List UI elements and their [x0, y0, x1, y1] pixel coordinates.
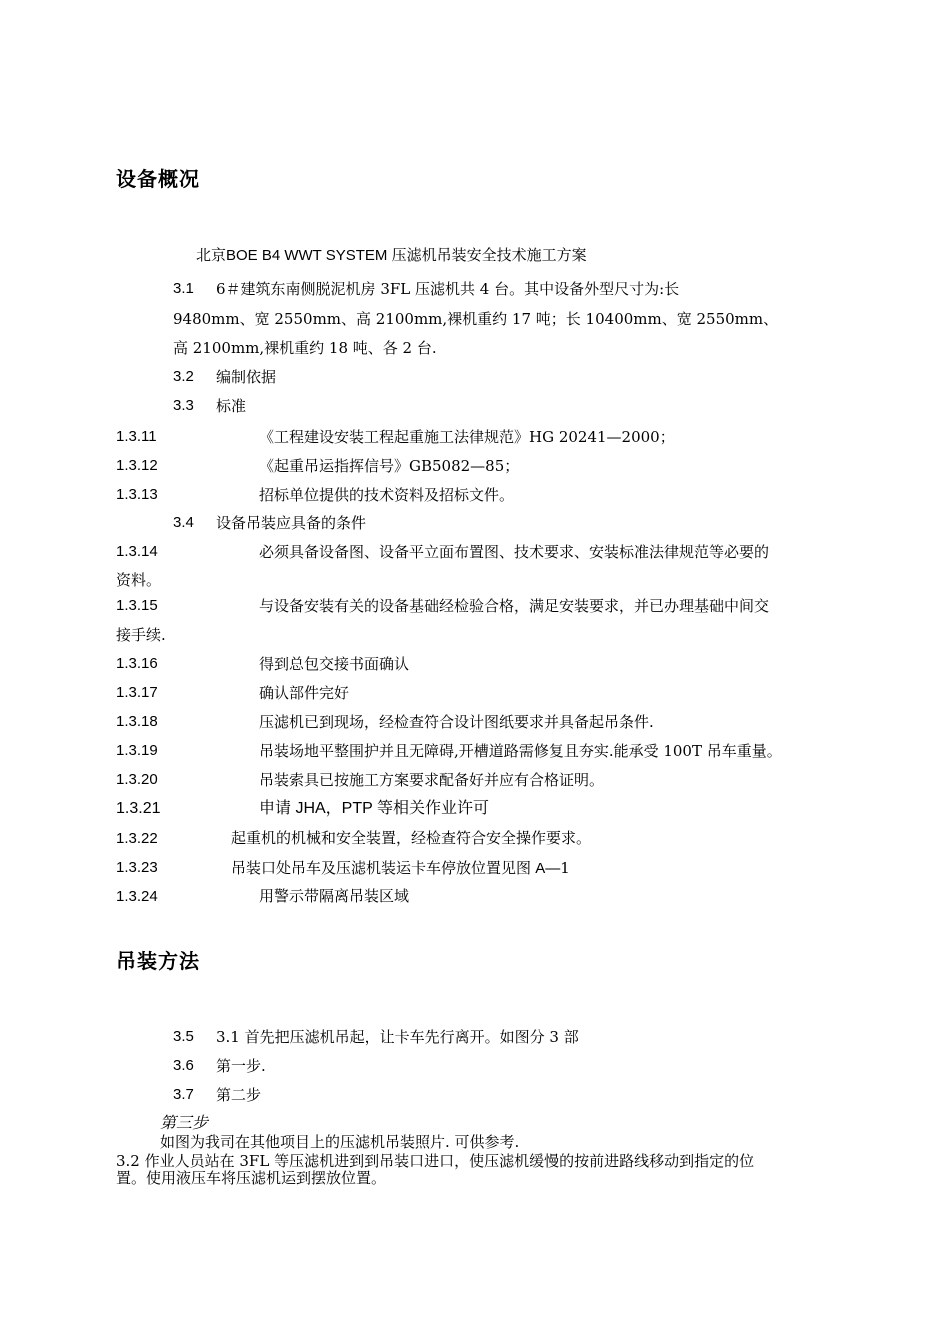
- standard-number: 1.3.11: [116, 428, 157, 445]
- condition-text-part: 吊装场地平整围护并且无障碍: [259, 743, 455, 760]
- step-number: 3.7: [173, 1086, 194, 1103]
- item-number-3-4: 3.4: [173, 514, 194, 531]
- condition-number: 1.3.23: [116, 859, 158, 876]
- item-3-2-text: 编制依据: [216, 368, 277, 386]
- section-heading-lifting-method: 吊装方法: [116, 949, 200, 973]
- item-number-3-1: 3.1: [173, 280, 194, 297]
- condition-text: [231, 859, 570, 878]
- document-title: 北京BOE B4 WWT SYSTEM 压滤机吊装安全技术施工方案: [196, 247, 587, 264]
- condition-text: 确认部件完好: [259, 684, 350, 702]
- condition-text-part: 1: [560, 859, 570, 877]
- step-number: 3.5: [173, 1028, 194, 1045]
- condition-number: 1.3.19: [116, 742, 158, 759]
- step-text: 3.1 首先把压滤机吊起，让卡车先行离开。如图分 3 部: [216, 1028, 579, 1046]
- step-three-label: 第三步: [160, 1113, 209, 1132]
- condition-text: 得到总包交接书面确认: [259, 655, 410, 673]
- condition-number: 1.3.14: [116, 543, 158, 560]
- condition-number: 1.3.21: [116, 800, 161, 817]
- condition-text-part: 吊装口处吊: [231, 860, 307, 877]
- step-number: 3.6: [173, 1057, 194, 1074]
- item-3-1-line2: 9480mm、宽 2550mm、高 2100mm,裸机重约 17 吨；长 10400mm、宽 2550mm、: [173, 310, 779, 328]
- condition-text: [259, 742, 782, 761]
- condition-number: 1.3.22: [116, 830, 158, 847]
- standard-number: 1.3.12: [116, 457, 158, 474]
- condition-text: 吊装索具已按施工方案要求配备好并应有合格证明。: [259, 771, 605, 789]
- condition-text: 与设备安装有关的设备基础经检验合格，满足安装要求，并已办理基础中间交: [259, 597, 770, 615]
- item-number-3-2: 3.2: [173, 368, 194, 385]
- condition-text-part: 需修复且夯实.能承受 100T 吊车重量。: [518, 742, 782, 760]
- standard-number: 1.3.13: [116, 486, 158, 503]
- standard-text: 《工程建设安装工程起重施工法律规范》HG 20241—2000；: [259, 428, 675, 446]
- condition-number: 1.3.16: [116, 655, 158, 672]
- condition-text-part: 见图 A—: [501, 860, 561, 877]
- standard-text: 招标单位提供的技术资料及招标文件。: [259, 486, 515, 504]
- item-3-1-line3: 高 2100mm,裸机重约 18 吨、各 2 台.: [173, 339, 437, 357]
- item-3-3-text: 标准: [216, 397, 247, 415]
- section-heading-equipment-overview: 设备概况: [116, 167, 200, 191]
- paragraph-3-2-line1: 3.2 作业人员站在 3FL 等压滤机进到到吊装口进口，使压滤机缓慢的按前进路线移动到指定的位: [116, 1152, 755, 1170]
- paragraph-3-2-line2: 置。使用液压车将压滤机运到摆放位置。: [116, 1169, 387, 1187]
- condition-text-part: ,开槽: [454, 742, 489, 760]
- item-3-1-line1: 6＃建筑东南侧脱泥机房 3FL 压滤机共 4 台。其中设备外型尺寸为:长: [216, 280, 680, 298]
- condition-number: 1.3.15: [116, 597, 158, 614]
- photo-reference-note: 如图为我司在其他项目上的压滤机吊装照片. 可供参考.: [160, 1133, 520, 1151]
- condition-text: 压滤机已到现场，经检查符合设计图纸要求并具备起吊条件.: [259, 713, 654, 731]
- item-3-4-text: 设备吊装应具备的条件: [216, 514, 367, 532]
- step-text: 第二步: [216, 1086, 262, 1104]
- condition-text-part: 车及压滤机装运卡车停放位置: [306, 859, 502, 877]
- condition-number: 1.3.18: [116, 713, 158, 730]
- condition-number: 1.3.20: [116, 771, 158, 788]
- condition-number: 1.3.24: [116, 888, 158, 905]
- item-number-3-3: 3.3: [173, 397, 194, 414]
- condition-text: 必须具备设备图、设备平立面布置图、技术要求、安装标准法律规范等必要的: [259, 543, 770, 561]
- standard-text: 《起重吊运指挥信号》GB5082—85；: [259, 457, 520, 475]
- condition-text-continued: 资料。: [116, 571, 162, 589]
- condition-text-part: 道路: [488, 743, 519, 760]
- condition-text-continued: 接手续.: [116, 626, 166, 644]
- condition-text: 起重机的机械和安全装置，经检查符合安全操作要求。: [231, 830, 592, 847]
- condition-text: 申请 JHA，PTP 等相关作业许可: [259, 800, 489, 817]
- step-text: 第一步.: [216, 1057, 266, 1075]
- condition-text: 用警示带隔离吊装区域: [259, 888, 410, 905]
- condition-number: 1.3.17: [116, 684, 158, 701]
